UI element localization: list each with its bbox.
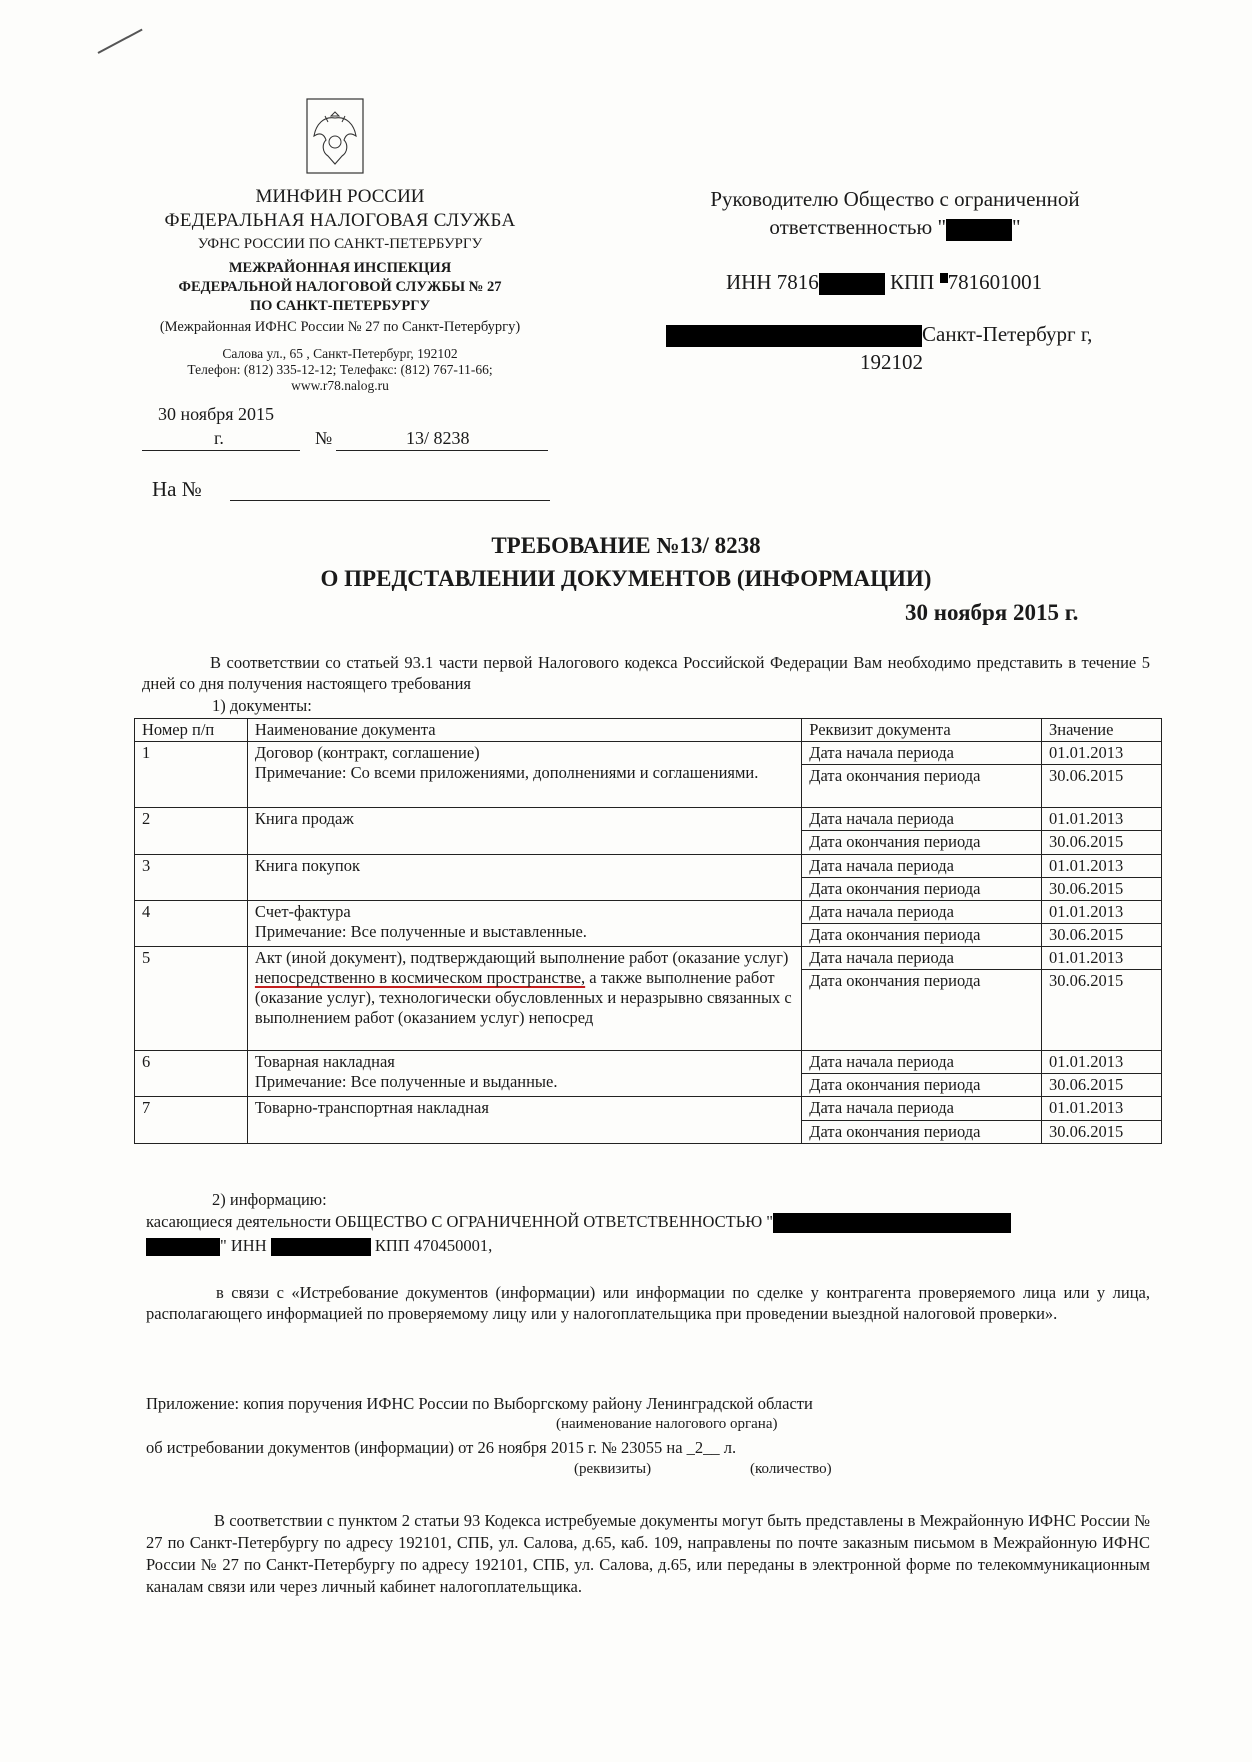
period-end-value: 30.06.2015 [1042,831,1162,854]
outgoing-number: 13/ 8238 [406,428,470,448]
inspection-short-name: (Межрайонная ИФНС России № 27 по Санкт-Петербургу) [159,318,521,335]
attachment-org-caption: (наименование налогового органа) [556,1416,778,1432]
inspection-line: ФЕДЕРАЛЬНОЙ НАЛОГОВОЙ СЛУЖБЫ № 27 [178,279,502,296]
redaction-box [940,273,948,283]
redaction-box [819,273,885,295]
period-end-value: 30.06.2015 [1042,970,1162,1051]
table-header-row [135,719,1162,742]
ministry: МИНФИН РОССИИ [255,186,425,207]
kpp-value: 781601001 [947,270,1043,294]
row-number: 7 [135,1097,248,1143]
inspection-name [130,259,550,316]
document-date: 30 ноября 2015 г. [905,600,1079,625]
row-number: 6 [135,1051,248,1097]
period-end-value: 30.06.2015 [1042,923,1162,946]
doc-note: Примечание: Все полученные и выданные. [254,1072,558,1092]
reply-to-underline [230,500,550,501]
recipient-line1: Руководителю Общество с ограниченной [710,187,1080,211]
recipient-inn-kpp [726,270,1042,295]
row-doc-name: Книга продаж [247,808,801,854]
period-start-label: Дата начала периода [802,854,1042,877]
period-start-value: 01.01.2013 [1042,808,1162,831]
department: УФНС РОССИИ ПО САНКТ-ПЕТЕРБУРГУ [197,235,483,252]
date-underline [142,450,300,451]
inn-prefix: ИНН 7816 [726,270,819,294]
recipient-prefix: ответственностью " [769,215,947,240]
doc-title: Договор (контракт, соглашение) [254,743,480,763]
doc-title: Счет-фактура [254,901,351,921]
table-row [135,1051,1162,1074]
period-end-label: Дата окончания периода [802,970,1042,1051]
table-row [135,947,1162,970]
period-end-value: 30.06.2015 [1042,1120,1162,1143]
redaction-box [946,219,1012,241]
recipient-postcode: 192102 [860,350,923,374]
period-end-label: Дата окончания периода [802,1120,1042,1143]
attachment-line1: Приложение: копия поручения ИФНС России по Выборгскому району Ленинградской области [146,1394,813,1413]
outgoing-date: 30 ноября 2015 [158,404,275,424]
documents-table [134,718,1162,1144]
period-start-label: Дата начала периода [802,900,1042,923]
period-start-value: 01.01.2013 [1042,900,1162,923]
sender-address: Салова ул., 65 , Санкт-Петербург, 192102 [222,345,458,361]
recipient-suffix: " [1012,215,1021,240]
service: ФЕДЕРАЛЬНАЯ НАЛОГОВАЯ СЛУЖБА [164,209,516,231]
header-name: Наименование документа [247,719,801,742]
recipient-block [670,185,1120,242]
pen-mark [98,29,143,54]
doc-title: Товарная накладная [254,1052,395,1072]
recipient-line2 [670,213,1120,241]
period-start-value: 01.01.2013 [1042,742,1162,765]
row-number: 2 [135,808,248,854]
row-doc-name [247,900,801,946]
inspection-line: ПО САНКТ-ПЕТЕРБУРГУ [249,297,431,314]
reply-to-label: На № [152,477,202,501]
row-doc-name [247,1051,801,1097]
information-label: 2) информацию: [212,1190,327,1209]
info-text: касающиеся деятельности ОБЩЕСТВО С ОГРАНИЧЕННОЙ ОТВЕТСТВЕННОСТЬЮ " [146,1212,774,1231]
document-subtitle: О ПРЕДСТАВЛЕНИИ ДОКУМЕНТОВ (ИНФОРМАЦИИ) [320,566,932,591]
doc-note: Примечание: Все полученные и выставленные. [254,921,587,941]
row-doc-name [247,742,801,808]
intro-paragraph: В соответствии со статьей 93.1 части первой Налогового кодекса Российской Федерации Вам необходимо представить в течение 5 дней со дня получения настоящего требования [142,653,1150,694]
table-row [135,854,1162,877]
row-number: 1 [135,742,248,808]
header-attribute: Реквизит документа [802,719,1042,742]
row-doc-name [247,947,801,1051]
table-row [135,808,1162,831]
row-doc-name: Книга покупок [247,854,801,900]
sender-phones: Телефон: (812) 335-12-12; Телефакс: (812) 767-11-66; [187,362,493,378]
period-end-label: Дата окончания периода [802,1074,1042,1097]
period-end-label: Дата окончания периода [802,923,1042,946]
period-end-value: 30.06.2015 [1042,1074,1162,1097]
sender-block [130,185,550,394]
kpp-label: КПП [890,270,940,294]
period-start-value: 01.01.2013 [1042,1097,1162,1120]
doc-title-part: а также выполнение работ (оказание услуг), технологически обусловленных и неразрывно связанных с выполнением работ (оказанием услуг) непосред [254,968,792,1028]
header-number: Номер п/п [135,719,248,742]
period-end-label: Дата окончания периода [802,877,1042,900]
row-doc-name: Товарно-транспортная накладная [247,1097,801,1143]
documents-label: 1) документы: [212,696,312,715]
sender-website: www.r78.nalog.ru [291,378,389,394]
document-title: ТРЕБОВАНИЕ №13/ 8238 [491,533,761,558]
period-end-value: 30.06.2015 [1042,765,1162,808]
info-text: " ИНН [220,1236,271,1255]
redaction-box [146,1238,220,1256]
recipient-address [666,322,1092,347]
table-row [135,1097,1162,1120]
information-line1 [146,1212,1011,1233]
closing-paragraph: В соответствии с пунктом 2 статьи 93 Кодекса истребуемые документы могут быть представлены в Межрайонную ИФНС России № 27 по Санкт-Петербургу по адресу 192101, СПБ, ул. Салова, д.65, каб. 109, направлены по почте заказным письмом в Межрайонную ИФНС России № 27 по Санкт-Петербургу по адресу 192101, СПБ, ул. Салова, д.65, или переданы в электронной форме по телекоммуникационным каналам связи или через личный кабинет налогоплательщика. [146,1511,1150,1596]
redaction-box [773,1213,1011,1233]
doc-title-underlined: непосредственно в космическом пространстве, [254,968,586,988]
period-start-label: Дата начала периода [802,1051,1042,1074]
address-tail: Санкт-Петербург г, [922,322,1093,346]
redaction-box [271,1238,371,1256]
doc-note: Примечание: Со всеми приложениями, дополнениями и соглашениями. [254,763,759,783]
table-row [135,900,1162,923]
table-row [135,742,1162,765]
attachment-line2: об истребовании документов (информации) от 26 ноября 2015 г. № 23055 на _2__ л. [146,1438,737,1457]
row-number: 4 [135,900,248,946]
info-text: КПП 470450001, [370,1236,493,1255]
period-start-label: Дата начала периода [802,808,1042,831]
doc-title-part: Акт (иной документ), подтверждающий выполнение работ (оказание услуг) [254,948,789,967]
row-number: 3 [135,854,248,900]
period-start-label: Дата начала периода [802,742,1042,765]
attachment-req-caption: (реквизиты) [574,1461,652,1477]
coat-of-arms-emblem [306,98,364,174]
attachment-qty-caption: (количество) [750,1461,832,1477]
inspection-line: МЕЖРАЙОННАЯ ИНСПЕКЦИЯ [228,260,452,277]
period-start-label: Дата начала периода [802,1097,1042,1120]
reason-paragraph: в связи с «Истребование документов (информации) или информации по сделке у контрагента проверяемого лица или у лица, располагающего информацией по проверяемому лицу или у налогоплательщика при проведении выездной налоговой проверки». [146,1283,1150,1324]
period-start-value: 01.01.2013 [1042,1051,1162,1074]
period-end-label: Дата окончания периода [802,765,1042,808]
information-line2 [146,1236,492,1256]
number-label: № [315,428,333,448]
year-suffix: г. [214,428,224,448]
redaction-box [666,325,922,347]
period-start-value: 01.01.2013 [1042,947,1162,970]
period-start-label: Дата начала периода [802,947,1042,970]
number-underline [336,450,548,451]
sender-contacts [130,346,550,395]
period-start-value: 01.01.2013 [1042,854,1162,877]
row-number: 5 [135,947,248,1051]
period-end-value: 30.06.2015 [1042,877,1162,900]
header-value: Значение [1042,719,1162,742]
period-end-label: Дата окончания периода [802,831,1042,854]
